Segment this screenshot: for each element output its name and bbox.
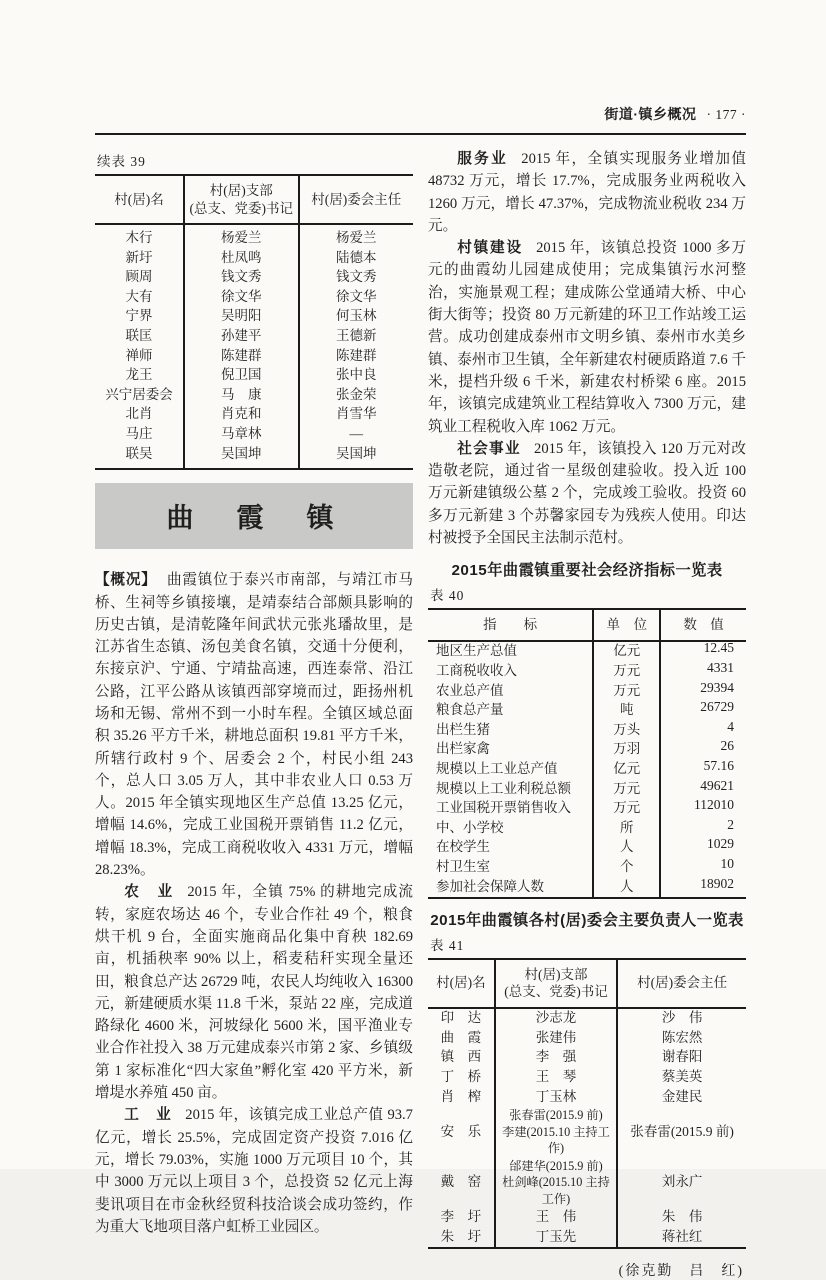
overview-paragraph: [95, 569, 413, 881]
col-indicator: 指 标: [428, 609, 593, 641]
table-cell: 倪卫国: [184, 366, 298, 386]
table-cell: 联匡: [125, 328, 153, 344]
table-cell: 亿元: [593, 641, 660, 662]
table-row: [95, 405, 413, 425]
industry-text: 2015 年，该镇完成工业总产值 93.7 亿元，增长 25.5%，完成固定资产投资 7.016 亿元，增长 79.03%，实施 1000 万元项目 10 个，其中 3000 万元以上项目 3 个，总投资 52 亿元上海斐讯项目在市金秋经贸科技洽谈会成功签约，作为重大飞地项目落户虹桥工业园区。: [95, 1107, 413, 1235]
continued-leaders-table: [95, 174, 413, 470]
table-cell: 村卫生室: [436, 858, 490, 874]
table-row: [95, 224, 413, 248]
table-cell: 顾周: [125, 269, 153, 285]
table-cell: 马庄: [125, 426, 153, 442]
table-cell: 马章林: [184, 425, 298, 445]
construction-paragraph: [428, 237, 746, 438]
table-row: [428, 641, 746, 662]
table-row: [95, 287, 413, 307]
table-cell: 谢春阳: [617, 1048, 746, 1068]
table-row: [428, 720, 746, 740]
table-cell: [495, 1157, 617, 1208]
table-cell: 出栏生猪: [436, 721, 490, 737]
page-number: · 177 ·: [706, 107, 746, 122]
overview-text: 曲霞镇位于泰兴市南部，与靖江市马桥、生祠等乡镇接壤，是靖泰结合部颇具影响的历史古镇，是清乾隆年间武状元张兆璠故里，是江苏省生态镇、汤包美食名镇，交通十分便利，东接京沪、宁通、宁靖盐高速，西连泰常、沿江公路，江平公路从该镇西部穿境而过，距扬州机场和无锡、常州不到一小时车程。全镇区域总面积 35.26 平方千米，耕地总面积 19.81 平方千米，所辖行政村 9 个、居委会 2 个，村民小组 243 个，总人口 3.05 万人，其中非农业人口 0.53 万人。2015 年全镇实现地区生产总值 13.25 亿元，增幅 14.6%，完成工业国税开票销售 11.2 亿元，增幅 18.3%，完成工商税收收入 4331 万元，增幅 28.23%。: [95, 572, 413, 879]
table-cell: 人: [593, 877, 660, 898]
table-cell: [495, 1107, 617, 1158]
secretary-line: 王 伟: [535, 1209, 577, 1225]
table-cell: 徐文华: [299, 287, 414, 307]
construction-text: 2015 年，该镇总投资 1000 多万元的曲霞幼儿园建成使用；完成集镇污水河整治，实施景观工程；建成陈公堂通靖大桥、中心街大街等；投资 80 万元新建的环卫工作站竣工运营。成功创建成泰州市文明乡镇、泰州市水美乡镇、泰州市卫生镇，全年新建农村硬质路道 7.6 千米，提档升级 6 千米，新建农村桥梁 6 座。2015 年，该镇完成建筑业工程结算收入 7300 万元，建筑业工程税收入库 1062 万元。: [428, 240, 746, 435]
table-cell: 金建民: [617, 1087, 746, 1107]
table-row: [95, 385, 413, 405]
table-cell: 万羽: [593, 740, 660, 760]
table-row: [428, 681, 746, 701]
table-cell: 万元: [593, 799, 660, 819]
table-cell: 木行: [125, 230, 153, 246]
table-row: [95, 248, 413, 268]
table-cell: 安 乐: [440, 1123, 482, 1139]
table-cell: [495, 1008, 617, 1029]
table-row: [428, 1048, 746, 1068]
col-branch-secretary: 村(居)支部 (总支、党委)书记: [184, 175, 298, 224]
table-row: [95, 346, 413, 366]
indicator-value: 26: [720, 738, 734, 754]
table-row: [428, 1008, 746, 1029]
col-village-name: 村(居)名: [428, 959, 495, 1008]
secretary-line: 张春雷(2015.9 前): [509, 1108, 603, 1123]
table-cell: 兴宁居委会: [105, 386, 173, 402]
secretary-line: 邰建华(2015.9 前): [509, 1158, 603, 1173]
table-cell: 杨爱兰: [184, 224, 298, 248]
overview-tag: 【概况】: [95, 572, 157, 589]
table-cell: [495, 1028, 617, 1048]
table-cell: 所: [593, 818, 660, 838]
table-cell: 吴国坤: [184, 444, 298, 469]
social-paragraph: [428, 438, 746, 549]
table-cell: [660, 877, 746, 898]
table-cell: 万元: [593, 779, 660, 799]
table-cell: 万元: [593, 681, 660, 701]
col-committee-director: 村(居)委会主任: [617, 959, 746, 1008]
page-header: [95, 104, 746, 135]
table-cell: 人: [593, 838, 660, 858]
table-cell: 陈建群: [299, 346, 414, 366]
table-row: [428, 838, 746, 858]
table-row: [95, 307, 413, 327]
table-cell: 马 康: [184, 385, 298, 405]
table-cell: 规模以上工业利税总额: [436, 780, 571, 796]
table-cell: 张春雷(2015.9 前): [617, 1107, 746, 1158]
table-cell: 杜凤鸣: [184, 248, 298, 268]
col-village-name: 村(居)名: [95, 175, 184, 224]
table-cell: 何玉林: [299, 307, 414, 327]
table41-header: [428, 959, 746, 1008]
content-columns: [95, 148, 746, 1280]
economic-indicators-table: [428, 608, 746, 898]
table-cell: 粮食总产量: [436, 702, 504, 718]
table-cell: 钱文秀: [299, 268, 414, 288]
table-cell: 亿元: [593, 759, 660, 779]
indicator-value: 29394: [700, 679, 734, 695]
continued-table-header: [95, 175, 413, 224]
services-text: 2015 年，全镇实现服务业增加值 48732 万元，增长 17.7%，完成服务业两税收入 1260 万元，增长 47.37%，完成物流业税收 234 万元。: [428, 151, 746, 234]
construction-lead: 村镇建设: [457, 240, 523, 257]
table-cell: 联吴: [125, 445, 153, 461]
agriculture-lead: 农 业: [124, 884, 175, 901]
table41-title: 2015年曲霞镇各村(居)委会主要负责人一览表: [430, 911, 744, 929]
table-cell: 宁界: [125, 308, 153, 324]
table-row: [428, 740, 746, 760]
indicator-value: 18902: [700, 875, 734, 891]
indicator-value: 10: [720, 855, 734, 871]
table-cell: [495, 1227, 617, 1248]
table-cell: 万元: [593, 661, 660, 681]
indicator-value: 2: [727, 816, 734, 832]
table-cell: 万头: [593, 720, 660, 740]
table-cell: 丁 桥: [440, 1068, 482, 1084]
table41-body: [428, 1008, 746, 1248]
table40-title: 2015年曲霞镇重要社会经济指标一览表: [451, 562, 723, 580]
col-unit: 单 位: [593, 609, 660, 641]
table-cell: 在校学生: [436, 839, 490, 855]
table-cell: 参加社会保障人数: [436, 878, 544, 894]
indicator-value: 4331: [707, 659, 734, 675]
table-cell: 大有: [125, 288, 153, 304]
table-cell: 朱 圩: [440, 1228, 482, 1244]
table-row: [428, 759, 746, 779]
section-title: 街道·镇乡概况: [604, 106, 697, 122]
table-row: [428, 877, 746, 898]
indicator-value: 12.45: [703, 640, 734, 656]
agriculture-paragraph: [95, 881, 413, 1104]
table-cell: 吴明阳: [184, 307, 298, 327]
table-cell: 徐文华: [184, 287, 298, 307]
continued-table-body: [95, 224, 413, 469]
table-cell: 北肖: [125, 406, 153, 422]
table-row: [428, 1067, 746, 1087]
table-cell: 张中良: [299, 366, 414, 386]
table-cell: 禅师: [125, 347, 153, 363]
table-row: [428, 818, 746, 838]
table-row: [95, 268, 413, 288]
table-cell: 中、小学校: [436, 819, 504, 835]
table-cell: 王德新: [299, 327, 414, 347]
table-row: [428, 857, 746, 877]
table-row: [428, 1157, 746, 1208]
secretary-line: 李建(2015.10 主持工作): [502, 1124, 610, 1156]
table-cell: 吨: [593, 701, 660, 721]
table-cell: [495, 1067, 617, 1087]
table-cell: 印 达: [440, 1010, 482, 1026]
table-cell: 张金荣: [299, 385, 414, 405]
table-cell: 吴国坤: [299, 444, 414, 469]
table-cell: 规模以上工业总产值: [436, 760, 558, 776]
table-cell: [495, 1208, 617, 1228]
continued-table-label: 续表 39: [97, 154, 146, 169]
industry-paragraph: [95, 1104, 413, 1238]
table-cell: 孙建平: [184, 327, 298, 347]
social-text: 2015 年，该镇投入 120 万元对改造敬老院，通过省一星级创建验收。投入近 100 万元新建镇级公墓 2 个，完成竣工验收。投资 60 多万元新建 3 个苏馨家园专为残疾人使用。印达村被授予全国民主法制示范村。: [428, 440, 746, 547]
table-cell: 新圩: [125, 249, 153, 265]
secretary-line: 沙志龙: [535, 1010, 577, 1026]
left-column: [95, 148, 413, 1280]
table-row: [95, 444, 413, 469]
table-cell: 朱 伟: [617, 1208, 746, 1228]
table-cell: [495, 1048, 617, 1068]
table-cell: 陆德本: [299, 248, 414, 268]
table-cell: [495, 1087, 617, 1107]
table-cell: 地区生产总值: [436, 643, 517, 659]
table-cell: 肖雪华: [299, 405, 414, 425]
table-row: [95, 425, 413, 445]
table-row: [428, 1028, 746, 1048]
attribution: (徐克勤 吕 红): [618, 1263, 744, 1279]
table-row: [428, 661, 746, 681]
table-cell: —: [299, 425, 414, 445]
secretary-line: 张建伟: [535, 1029, 577, 1045]
header-row: [428, 959, 746, 1008]
table41-label: 表 41: [430, 937, 465, 953]
secretary-line: 丁玉林: [535, 1088, 577, 1104]
indicator-value: 4: [727, 718, 734, 734]
table-cell: 龙王: [125, 367, 153, 383]
social-lead: 社会事业: [457, 440, 521, 457]
table-row: [428, 1087, 746, 1107]
table-row: [428, 1227, 746, 1248]
table-cell: 曲 霞: [440, 1029, 482, 1045]
table-cell: 肖克和: [184, 405, 298, 425]
town-banner: 曲 霞 镇: [95, 483, 413, 549]
table-cell: 戴 窑: [440, 1174, 482, 1190]
table-row: [428, 799, 746, 819]
indicator-value: 26729: [700, 699, 734, 715]
table-cell: 蔡美英: [617, 1067, 746, 1087]
table-cell: 陈宏然: [617, 1028, 746, 1048]
agriculture-text: 2015 年，全镇 75% 的耕地完成流转，家庭农场达 46 个，专业合作社 49 个，粮食烘干机 9 台，全面实施商品化集中育秧 182.69 亩，机插秧率 90% 以上，稻麦秸秆实现全量还田，粮食总产达 26729 吨，农民人均纯收入 16300 元，新建硬质水渠 11.8 千米，泵站 22 座，完成道路绿化 4600 米，河坡绿化 5600 米，国平渔业专业合作社投入 38 万元建成泰兴市第 2 家、乡镇级第 1 家标准化“四大家鱼”孵化室 420 平方米，新增堤水养殖 450 亩。: [95, 884, 413, 1102]
table40-header: [428, 609, 746, 641]
indicator-value: 57.16: [703, 757, 734, 773]
secretary-line: 杜剑峰(2015.10 主持工作): [502, 1175, 610, 1206]
services-lead: 服务业: [457, 151, 509, 167]
col-branch-secretary: 村(居)支部 (总支、党委)书记: [495, 959, 617, 1008]
secretary-line: 王 琴: [535, 1068, 577, 1084]
table-cell: 工业国税开票销售收入: [436, 800, 571, 816]
table-cell: 农业总产值: [436, 682, 504, 698]
table-cell: 钱文秀: [184, 268, 298, 288]
table40-body: [428, 641, 746, 898]
table-row: [428, 1208, 746, 1228]
table-cell: 个: [593, 857, 660, 877]
table-cell: 杨爱兰: [299, 224, 414, 248]
table-cell: 工商税收收入: [436, 662, 517, 678]
secretary-line: 丁玉先: [535, 1228, 577, 1244]
header-row: [428, 609, 746, 641]
table-cell: 肖 榨: [440, 1088, 482, 1104]
village-leaders-table: [428, 958, 746, 1249]
services-paragraph: [428, 148, 746, 237]
table-cell: 陈建群: [184, 346, 298, 366]
table-row: [95, 327, 413, 347]
col-value: 数 值: [660, 609, 746, 641]
table-cell: 出栏家禽: [436, 741, 490, 757]
table-row: [428, 1107, 746, 1158]
table-cell: 沙 伟: [617, 1008, 746, 1029]
header-row: [95, 175, 413, 224]
right-column: [428, 148, 746, 1280]
table-row: [428, 701, 746, 721]
table-cell: 李 圩: [440, 1209, 482, 1225]
table-cell: 镇 西: [440, 1049, 482, 1065]
indicator-value: 112010: [694, 797, 734, 813]
table40-label: 表 40: [430, 588, 465, 604]
industry-lead: 工 业: [124, 1107, 173, 1124]
table-row: [95, 366, 413, 386]
table-cell: 刘永广: [617, 1157, 746, 1208]
col-committee-director: 村(居)委会主任: [299, 175, 414, 224]
indicator-value: 1029: [707, 836, 734, 852]
secretary-line: 李 强: [535, 1049, 577, 1065]
indicator-value: 49621: [700, 777, 734, 793]
table-cell: 蒋社红: [617, 1227, 746, 1248]
